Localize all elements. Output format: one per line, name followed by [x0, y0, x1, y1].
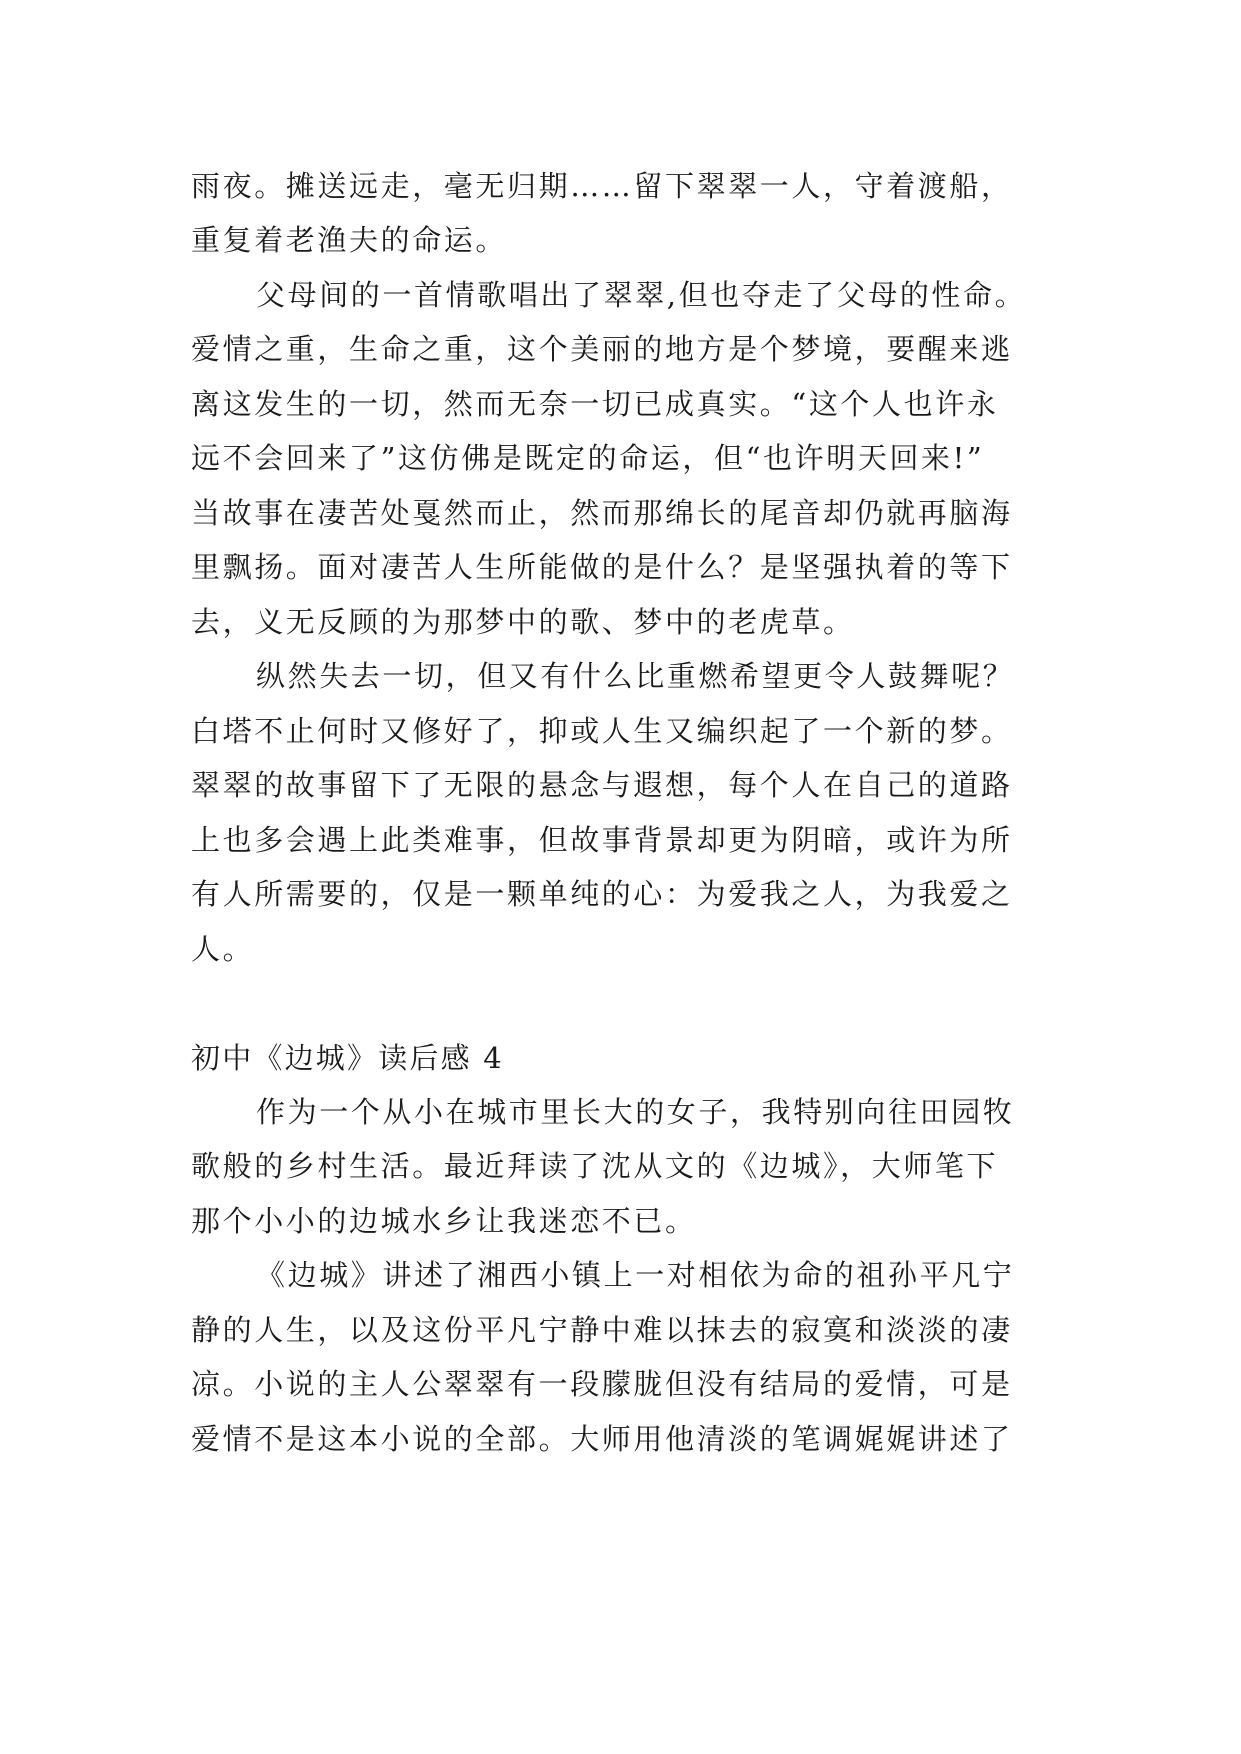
paragraph-2-line-6: 里飘扬。面对凄苦人生所能做的是什么？是坚强执着的等下 — [191, 550, 1013, 584]
paragraph-5-line-2: 静的人生，以及这份平凡宁静中难以抹去的寂寞和淡淡的凄 — [191, 1313, 1013, 1347]
paragraph-2-line-2: 爱情之重，生命之重，这个美丽的地方是个梦境，要醒来逃 — [191, 332, 1013, 366]
paragraph-1-line-1: 雨夜。摊送远走，毫无归期……留下翠翠一人，守着渡船， — [191, 169, 1013, 203]
paragraph-3-line-5: 有人所需要的，仅是一颗单纯的心：为爱我之人，为我爱之 — [191, 877, 1013, 911]
paragraph-3-line-4: 上也多会遇上此类难事，但故事背景却更为阴暗，或许为所 — [191, 823, 1013, 857]
paragraph-3-line-2: 白塔不止何时又修好了，抑或人生又编织起了一个新的梦。 — [191, 714, 1013, 748]
section-heading: 初中《边城》读后感 4 — [191, 1041, 504, 1075]
paragraph-2-line-4: 远不会回来了”这仿佛是既定的命运，但“也许明天回来!” — [191, 441, 985, 475]
paragraph-5-line-4: 爱情不是这本小说的全部。大师用他清淡的笔调娓娓讲述了 — [191, 1422, 1013, 1456]
paragraph-3-line-3: 翠翠的故事留下了无限的悬念与遐想，每个人在自己的道路 — [191, 768, 1013, 802]
paragraph-1-line-2: 重复着老渔夫的命运。 — [191, 223, 508, 257]
paragraph-5-line-3: 凉。小说的主人公翠翠有一段朦胧但没有结局的爱情，可是 — [191, 1367, 1013, 1401]
paragraph-2-line-7: 去，义无反顾的为那梦中的歌、梦中的老虎草。 — [191, 605, 855, 639]
paragraph-4-line-2: 歌般的乡村生活。最近拜读了沈从文的《边城》，大师笔下 — [191, 1149, 999, 1183]
paragraph-5-line-1: 《边城》讲述了湘西小镇上一对相依为命的祖孙平凡宁 — [256, 1258, 1015, 1292]
paragraph-2-line-3: 离这发生的一切，然而无奈一切已成真实。“这个人也许永 — [191, 387, 999, 421]
paragraph-3-line-6: 人。 — [191, 932, 255, 966]
paragraph-4-line-1: 作为一个从小在城市里长大的女子，我特别向往田园牧 — [256, 1095, 1015, 1129]
paragraph-3-line-1: 纵然失去一切，但又有什么比重燃希望更令人鼓舞呢？ — [256, 659, 1015, 693]
paragraph-4-line-3: 那个小小的边城水乡让我迷恋不已。 — [191, 1204, 697, 1238]
paragraph-2-line-5: 当故事在凄苦处戛然而止，然而那绵长的尾音却仍就再脑海 — [191, 496, 1013, 530]
paragraph-2-line-1: 父母间的一首情歌唱出了翠翠,但也夺走了父母的性命。 — [256, 278, 1027, 312]
